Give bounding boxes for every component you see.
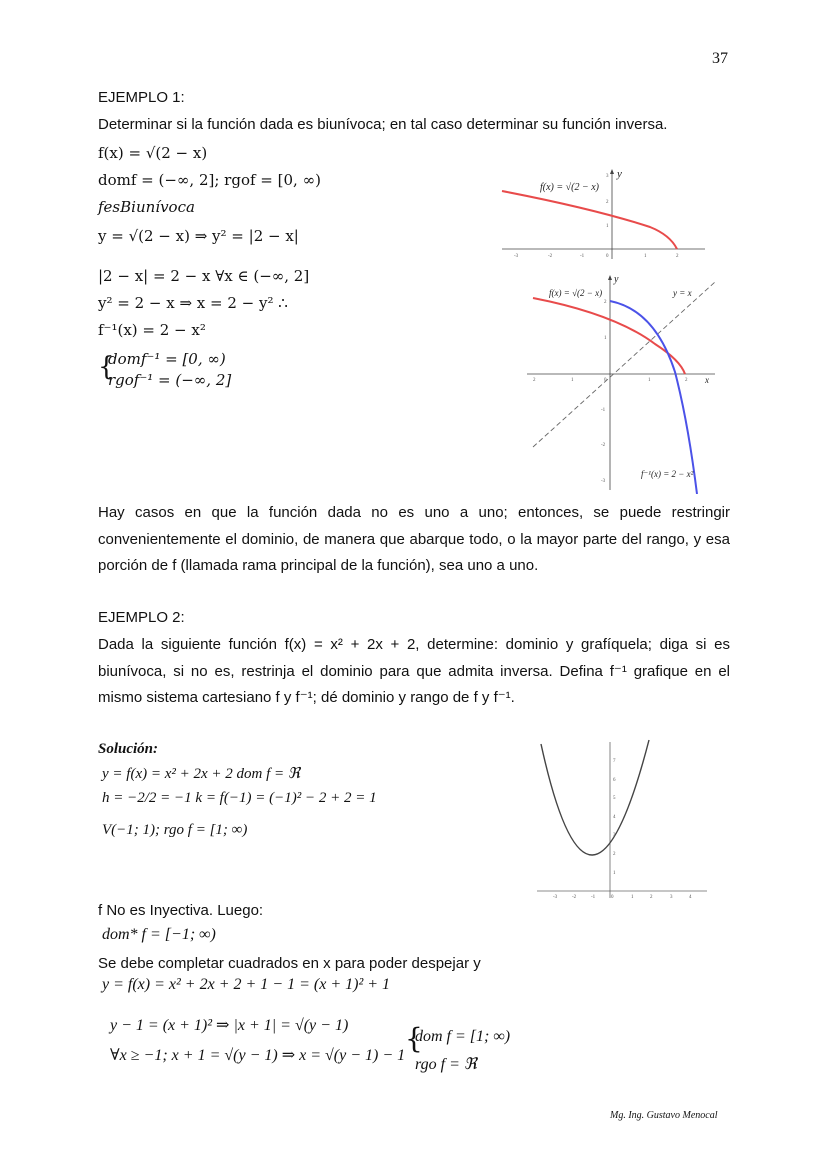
y-tick: 3 (613, 833, 616, 838)
inverse-label: f⁻¹(x) = 2 − x² (641, 469, 694, 479)
y-tick: 7 (613, 759, 616, 764)
solution-line-function: y = f(x) = x² + 2x + 2 dom f = ℜ (102, 766, 301, 782)
y-axis-arrow (608, 275, 612, 280)
not-injective-text: f No es Inyectiva. Luego: (98, 902, 264, 919)
x-tick: -1 (580, 254, 585, 259)
x-tick: 1 (644, 254, 647, 259)
y-tick: 1 (604, 336, 607, 341)
y-axis-label: y (614, 274, 619, 285)
inverse-curve (610, 301, 697, 494)
ej1-inverse-range: rgof⁻¹ = (−∞, 2] (108, 371, 232, 389)
graph-parabola (535, 738, 710, 903)
step-complete-square: y = f(x) = x² + 2x + 2 + 1 − 1 = (x + 1)² + 1 (102, 976, 391, 993)
y-tick: 4 (613, 815, 616, 820)
y-tick: 6 (613, 778, 616, 783)
ej1-line-inverse: f⁻¹(x) = 2 − x² (98, 321, 206, 339)
y-tick: -2 (601, 443, 606, 448)
x-tick: 1 (571, 378, 574, 383)
ej1-line-function: f(x) = √(2 − x) (98, 144, 208, 162)
complete-squares-text: Se debe completar cuadrados en x para poder despejar y (98, 955, 481, 972)
solution-line-vertex: V(−1; 1); rgo f = [1; ∞) (102, 822, 248, 838)
x-tick: 0 (611, 895, 614, 900)
y-axis-arrow (610, 169, 614, 174)
ej1-brace: { (98, 352, 115, 382)
ej1-line-solve: y² = 2 − x ⇒ x = 2 − y² ∴ (98, 294, 288, 312)
ejemplo1-statement: Determinar si la función dada es biunívoca; en tal caso determinar su función inversa. (98, 116, 668, 133)
ej1-line-square: y = √(2 − x) ⇒ y² = |2 − x| (98, 227, 299, 245)
ej1-line-domain: domf = (−∞, 2]; rgof = [0, ∞) (98, 171, 321, 189)
ej1-inverse-domain: domf⁻¹ = [0, ∞) (108, 350, 226, 368)
y-tick: 5 (613, 796, 616, 801)
x-tick: 0 (604, 378, 607, 383)
graph-function-and-inverse (525, 272, 725, 494)
x-axis-label: x (705, 375, 709, 385)
y-axis-label: y (617, 168, 622, 180)
step-absolute-value: y − 1 = (x + 1)² ⇒ |x + 1| = √(y − 1) (110, 1017, 349, 1034)
footer-author: Mg. Ing. Gustavo Menocal (610, 1110, 718, 1121)
x-tick: -1 (591, 895, 596, 900)
y-tick: 1 (606, 224, 609, 229)
y-tick: -3 (601, 479, 606, 484)
graph-sqrt-function (500, 165, 710, 261)
x-tick: 2 (650, 895, 653, 900)
x-tick: 3 (670, 895, 673, 900)
x-tick: 1 (631, 895, 634, 900)
x-tick: 2 (676, 254, 679, 259)
restricted-domain: dom* f = [−1; ∞) (102, 926, 216, 943)
y-tick: -1 (601, 408, 606, 413)
f-label: f(x) = √(2 − x) (549, 288, 603, 298)
y-tick: 2 (606, 200, 609, 205)
identity-label: y = x (673, 288, 692, 298)
ejemplo2-title: EJEMPLO 2: (98, 609, 185, 626)
x-tick: 2 (533, 378, 536, 383)
x-tick: 1 (648, 378, 651, 383)
result-domain: dom f = [1; ∞) (415, 1028, 511, 1045)
y-tick: 1 (613, 871, 616, 876)
result-range: rgo f = ℜ (415, 1056, 477, 1073)
result-brace: { (405, 1022, 423, 1055)
x-tick: -2 (572, 895, 577, 900)
solution-line-vertex-calc: h = −2/2 = −1 k = f(−1) = (−1)² − 2 + 2 = 1 (102, 790, 377, 806)
ejemplo1-title: EJEMPLO 1: (98, 89, 185, 106)
y-tick: 2 (604, 300, 607, 305)
ejemplo2-statement: Dada la siguiente función f(x) = x² + 2x + 2, determine: dominio y grafíquela; diga si es biunívoca, si no es, restrinja el dominio para que admita inversa. Defina f⁻¹ grafique en el mismo sistema cartesiano f y f⁻¹; dé dominio y rango de f y f⁻¹. (98, 636, 730, 706)
curve-label: f(x) = √(2 − x) (540, 182, 599, 193)
identity-line (533, 282, 715, 447)
sqrt-curve (502, 191, 677, 249)
x-tick: 0 (606, 254, 609, 259)
x-tick: -2 (548, 254, 553, 259)
y-tick: 2 (613, 852, 616, 857)
y-tick: 3 (606, 174, 609, 179)
x-tick: -3 (553, 895, 558, 900)
x-tick: -3 (514, 254, 519, 259)
x-tick: 4 (689, 895, 692, 900)
parabola-curve (541, 740, 649, 855)
sqrt-curve (533, 298, 685, 374)
ej1-line-abs: |2 − x| = 2 − x ∀x ∈ (−∞, 2] (98, 267, 310, 285)
solution-label: Solución: (98, 741, 159, 757)
transition-paragraph: Hay casos en que la función dada no es uno a uno; entonces, se puede restringir convenientemente el dominio, de manera que abarque todo, o la mayor parte del rango, y esa porción de f (llamada rama principal de la función), sea uno a uno. (98, 504, 730, 574)
x-tick: 2 (685, 378, 688, 383)
ej1-line-biunivoca: fesBiunívoca (98, 198, 195, 216)
step-solve-x: ∀x ≥ −1; x + 1 = √(y − 1) ⇒ x = √(y − 1) − 1 (110, 1047, 406, 1064)
page-number: 37 (712, 50, 728, 67)
